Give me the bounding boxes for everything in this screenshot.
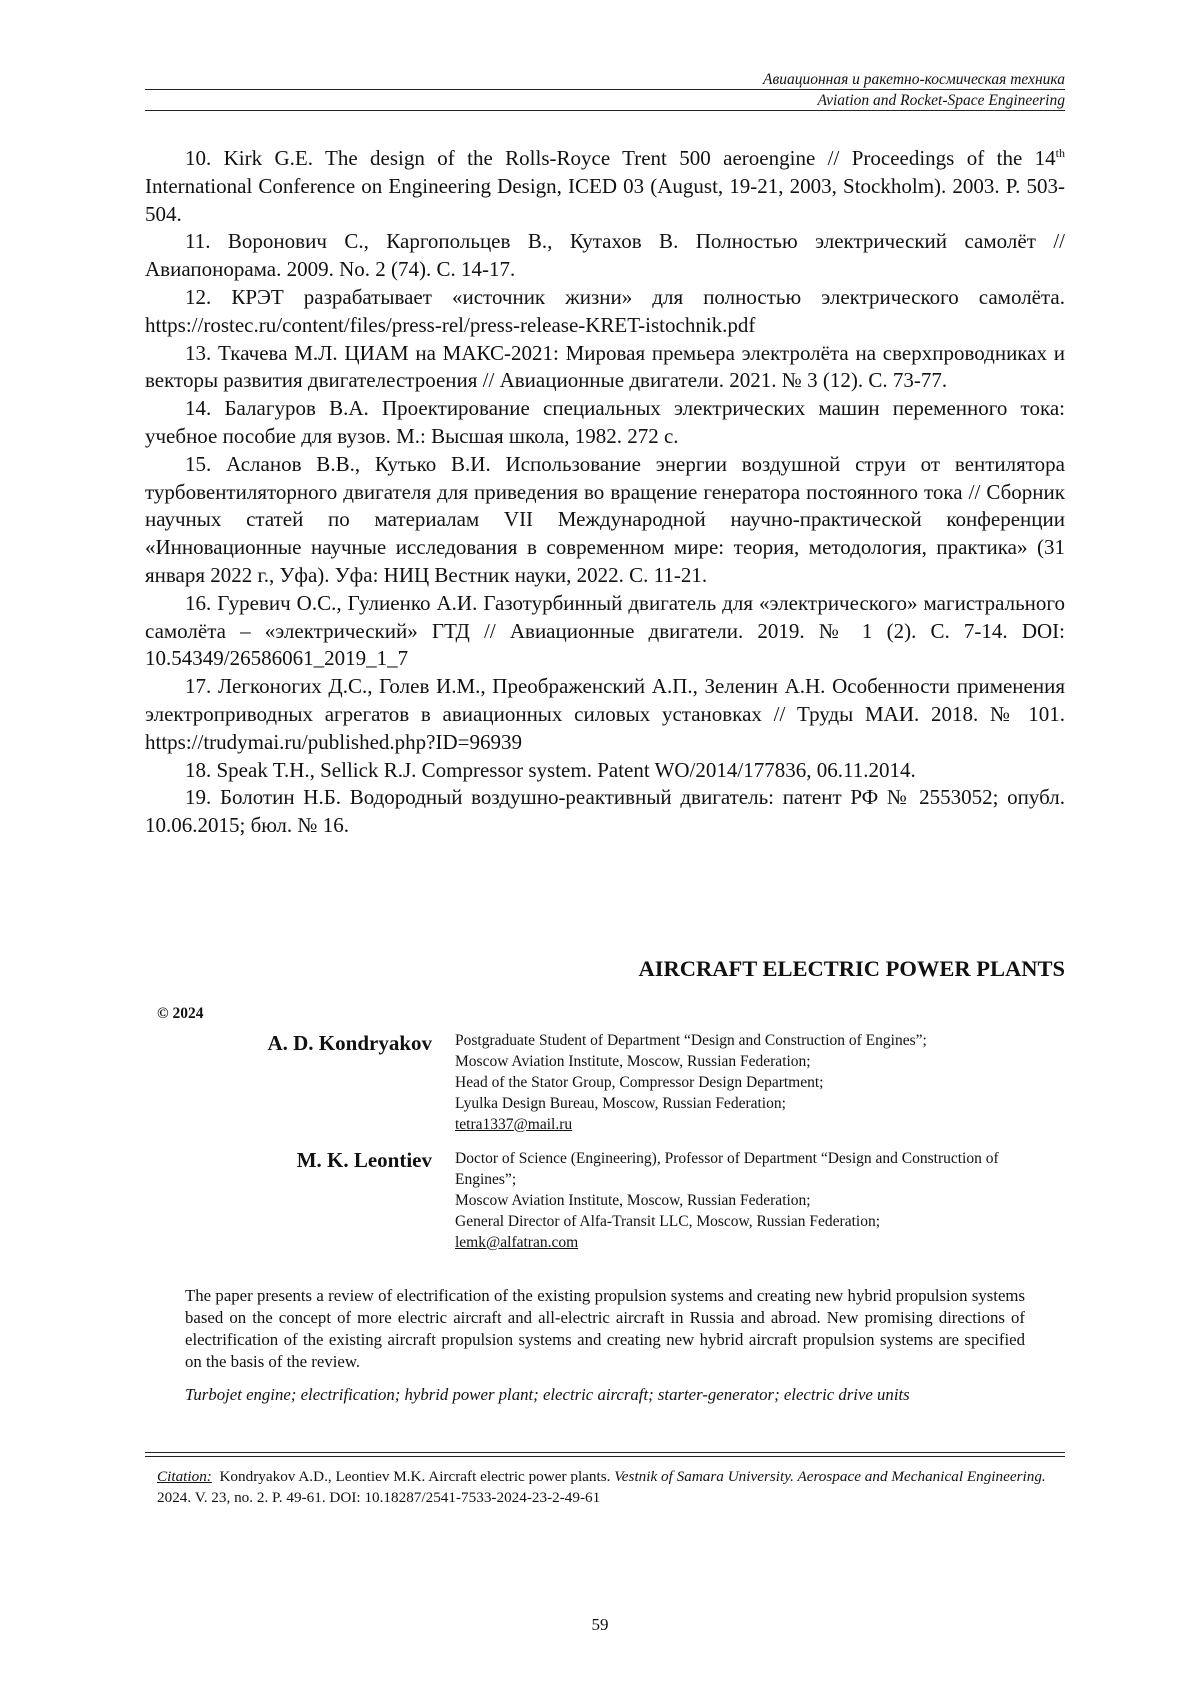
article-title: AIRCRAFT ELECTRIC POWER PLANTS: [638, 956, 1065, 982]
affiliation-line: Lyulka Design Bureau, Moscow, Russian Federation;: [455, 1093, 1015, 1114]
author-email-link[interactable]: lemk@alfatran.com: [455, 1234, 578, 1251]
citation-label: Citation:: [157, 1468, 212, 1485]
author-affiliation: [455, 1030, 1015, 1135]
keywords: Turbojet engine; electrification; hybrid power plant; electric aircraft; starter-generator; electric drive units: [185, 1384, 1025, 1406]
reference-item: 15. Асланов В.В., Кутько В.И. Использование энергии воздушной струи от вентилятора турбовентиляторного двигателя для приведения во вращение генератора постоянного тока // Сборник научных статей по материалам VII Международной научно-практической конференции «Инновационные научные исследования в современном мире: теория, методология, практика» (31 января 2022 г., Уфа). Уфа: НИЦ Вестник науки, 2022. С. 11-21.: [145, 451, 1065, 590]
copyright: © 2024: [157, 1005, 203, 1023]
author-affiliation: [455, 1148, 1000, 1253]
running-header-ru: Авиационная и ракетно-космическая техника: [145, 70, 1065, 90]
affiliation-line: Head of the Stator Group, Compressor Design Department;: [455, 1072, 1015, 1093]
reference-item: 18. Speak T.H., Sellick R.J. Compressor system. Patent WO/2014/177836, 06.11.2014.: [145, 757, 1065, 785]
double-rule-divider: [145, 1452, 1065, 1457]
page-number: 59: [0, 1615, 1200, 1635]
citation-journal: Vestnik of Samara University. Aerospace and Mechanical Engineering.: [614, 1468, 1046, 1485]
affiliation-line: General Director of Alfa-Transit LLC, Moscow, Russian Federation;: [455, 1211, 1000, 1232]
reference-item: 11. Воронович С., Каргопольцев В., Кутахов В. Полностью электрический самолёт // Авиапонорама. 2009. No. 2 (74). С. 14-17.: [145, 228, 1065, 284]
author-email-link[interactable]: tetra1337@mail.ru: [455, 1116, 572, 1133]
author-name: M. K. Leontiev: [145, 1148, 432, 1173]
reference-item: 16. Гуревич О.С., Гулиенко А.И. Газотурбинный двигатель для «электрического» магистрального самолёта – «электрический» ГТД // Авиационные двигатели. 2019. № 1 (2). С. 7-14. DOI: 10.54349/26586061_2019_1_7: [145, 590, 1065, 673]
reference-text: International Conference on Engineering Design, ICED 03 (August, 19-21, 2003, Stockholm). 2003. P. 503-504.: [145, 174, 1065, 226]
reference-item: [145, 145, 1065, 228]
citation-authors-title: Kondryakov A.D., Leontiev M.K. Aircraft electric power plants.: [219, 1468, 610, 1485]
reference-list: [145, 145, 1065, 840]
superscript: th: [1056, 146, 1065, 160]
author-name: A. D. Kondryakov: [145, 1031, 432, 1056]
reference-text: 10. Kirk G.E. The design of the Rolls-Royce Trent 500 aeroengine // Proceedings of the 14: [185, 146, 1056, 170]
reference-item: 19. Болотин Н.Б. Водородный воздушно-реактивный двигатель: патент РФ № 2553052; опубл. 10.06.2015; бюл. № 16.: [145, 784, 1065, 840]
reference-item: 13. Ткачева М.Л. ЦИАМ на МАКС-2021: Мировая премьера электролёта на сверхпроводниках и векторы развития двигателестроения // Авиационные двигатели. 2021. № 3 (12). С. 73-77.: [145, 340, 1065, 396]
citation: [157, 1466, 1062, 1508]
affiliation-line: Doctor of Science (Engineering), Professor of Department “Design and Construction of Engines”;: [455, 1148, 1000, 1190]
citation-details: 2024. V. 23, no. 2. P. 49-61. DOI: 10.18287/2541-7533-2024-23-2-49-61: [157, 1489, 600, 1506]
affiliation-line: Postgraduate Student of Department “Design and Construction of Engines”;: [455, 1030, 1015, 1051]
reference-item: 14. Балагуров В.А. Проектирование специальных электрических машин переменного тока: учебное пособие для вузов. М.: Высшая школа, 1982. 272 с.: [145, 395, 1065, 451]
reference-item: 17. Легконогих Д.С., Голев И.М., Преображенский А.П., Зеленин А.Н. Особенности применения электроприводных агрегатов в авиационных силовых установках // Труды МАИ. 2018. № 101. https://trudymai.ru/published.php?ID=96939: [145, 673, 1065, 756]
affiliation-line: Moscow Aviation Institute, Moscow, Russian Federation;: [455, 1051, 1015, 1072]
reference-item: 12. КРЭТ разрабатывает «источник жизни» для полностью электрического самолёта. https://rostec.ru/content/files/press-rel/press-release-KRET-istochnik.pdf: [145, 284, 1065, 340]
abstract: The paper presents a review of electrification of the existing propulsion systems and creating new hybrid propulsion systems based on the concept of more electric aircraft and all-electric aircraft in Russia and abroad. New promising directions of electrification of the existing aircraft propulsion systems and creating new hybrid aircraft propulsion systems are specified on the basis of the review.: [185, 1285, 1025, 1373]
affiliation-line: Moscow Aviation Institute, Moscow, Russian Federation;: [455, 1190, 1000, 1211]
running-header-en: Aviation and Rocket-Space Engineering: [145, 91, 1065, 111]
